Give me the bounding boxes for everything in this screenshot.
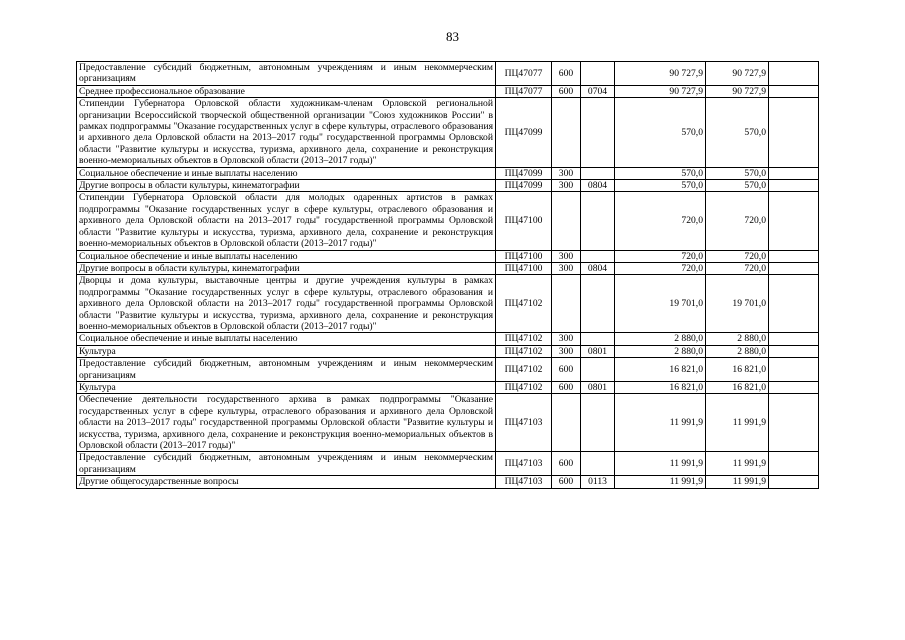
- row-expense-type: 300: [552, 262, 581, 274]
- row-empty-cell: [769, 345, 819, 357]
- row-amount-second: 16 821,0: [706, 381, 769, 393]
- row-amount-first: 570,0: [615, 167, 706, 179]
- row-section-code: [581, 452, 615, 476]
- table-row: [77, 167, 819, 179]
- row-expense-type: 300: [552, 180, 581, 192]
- page-number: 83: [446, 29, 459, 44]
- row-amount-second: 570,0: [706, 167, 769, 179]
- row-target-code: ПЦ47103: [496, 476, 552, 488]
- table-row: [77, 262, 819, 274]
- row-amount-second: 90 727,9: [706, 62, 769, 86]
- row-target-code: ПЦ47100: [496, 192, 552, 250]
- row-amount-first: 2 880,0: [615, 333, 706, 345]
- row-description: Стипендии Губернатора Орловской области для молодых одаренных артистов в рамках подпрограммы "Оказание государственных услуг в сфере культуры, отраслевого образования и архивного дела Орловской области на 2013–2017 годы" государственной программы Орловской области "Развитие культуры и искусства, туризма, архивного дела, сохранение и реконструкция военно-мемориальных объектов в Орловской области (2013–2017 годы)": [77, 192, 496, 250]
- row-section-code: [581, 250, 615, 262]
- row-section-code: [581, 358, 615, 382]
- row-amount-second: 2 880,0: [706, 333, 769, 345]
- row-target-code: ПЦ47103: [496, 394, 552, 452]
- row-section-code: 0804: [581, 262, 615, 274]
- row-empty-cell: [769, 250, 819, 262]
- row-expense-type: [552, 98, 581, 167]
- row-description: Социальное обеспечение и иные выплаты населению: [77, 333, 496, 345]
- row-expense-type: 600: [552, 452, 581, 476]
- row-expense-type: 300: [552, 167, 581, 179]
- row-description: Культура: [77, 345, 496, 357]
- row-amount-second: 11 991,9: [706, 394, 769, 452]
- row-expense-type: [552, 394, 581, 452]
- row-section-code: 0113: [581, 476, 615, 488]
- row-empty-cell: [769, 452, 819, 476]
- budget-table: [76, 61, 819, 489]
- row-empty-cell: [769, 275, 819, 333]
- table-row: [77, 98, 819, 167]
- row-target-code: ПЦ47099: [496, 180, 552, 192]
- row-expense-type: 600: [552, 85, 581, 97]
- row-amount-first: 2 880,0: [615, 345, 706, 357]
- table-row: [77, 250, 819, 262]
- row-amount-first: 90 727,9: [615, 62, 706, 86]
- row-amount-first: 90 727,9: [615, 85, 706, 97]
- row-description: Обеспечение деятельности государственного архива в рамках подпрограммы "Оказание государственных услуг в сфере культуры, отраслевого образования и архивного дела Орловской области на 2013–2017 годы" государственной программы Орловской области "Развитие культуры и искусства, туризма, архивного дела, сохранение и реконструкция военно-мемориальных объектов в Орловской области (2013–2017 годы)": [77, 394, 496, 452]
- row-empty-cell: [769, 98, 819, 167]
- row-amount-second: 2 880,0: [706, 345, 769, 357]
- row-description: Среднее профессиональное образование: [77, 85, 496, 97]
- table-row: [77, 85, 819, 97]
- row-section-code: 0801: [581, 381, 615, 393]
- row-expense-type: 300: [552, 333, 581, 345]
- table-row: [77, 345, 819, 357]
- row-description: Дворцы и дома культуры, выставочные центры и другие учреждения культуры в рамках подпрограммы "Оказание государственных услуг в сфере культуры, отраслевого образования и архивного дела Орловской области на 2013–2017 годы" государственной программы Орловской области "Развитие культуры и искусства, туризма, архивного дела, сохранение и реконструкция военно-мемориальных объектов в Орловской области (2013–2017 годы)": [77, 275, 496, 333]
- row-amount-second: 90 727,9: [706, 85, 769, 97]
- table-row: [77, 62, 819, 86]
- row-amount-first: 16 821,0: [615, 381, 706, 393]
- row-description: Другие общегосударственные вопросы: [77, 476, 496, 488]
- row-target-code: ПЦ47099: [496, 98, 552, 167]
- row-expense-type: 600: [552, 62, 581, 86]
- table-row: [77, 476, 819, 488]
- row-empty-cell: [769, 476, 819, 488]
- row-section-code: [581, 192, 615, 250]
- row-amount-first: 570,0: [615, 98, 706, 167]
- table-row: [77, 275, 819, 333]
- row-amount-second: 11 991,9: [706, 452, 769, 476]
- row-amount-second: 570,0: [706, 180, 769, 192]
- row-section-code: [581, 167, 615, 179]
- row-empty-cell: [769, 62, 819, 86]
- table-row: [77, 358, 819, 382]
- row-amount-first: 11 991,9: [615, 452, 706, 476]
- row-section-code: [581, 333, 615, 345]
- table-row: [77, 381, 819, 393]
- row-amount-first: 720,0: [615, 250, 706, 262]
- row-target-code: ПЦ47100: [496, 262, 552, 274]
- row-description: Социальное обеспечение и иные выплаты населению: [77, 250, 496, 262]
- row-target-code: ПЦ47099: [496, 167, 552, 179]
- row-amount-first: 11 991,9: [615, 476, 706, 488]
- table-row: [77, 333, 819, 345]
- table-row: [77, 452, 819, 476]
- row-amount-second: 16 821,0: [706, 358, 769, 382]
- row-empty-cell: [769, 333, 819, 345]
- row-section-code: [581, 275, 615, 333]
- row-section-code: [581, 98, 615, 167]
- row-expense-type: [552, 275, 581, 333]
- table-row: [77, 180, 819, 192]
- row-target-code: ПЦ47102: [496, 333, 552, 345]
- row-amount-second: 570,0: [706, 98, 769, 167]
- row-amount-second: 720,0: [706, 262, 769, 274]
- row-target-code: ПЦ47077: [496, 85, 552, 97]
- row-description: Культура: [77, 381, 496, 393]
- row-section-code: [581, 394, 615, 452]
- row-empty-cell: [769, 381, 819, 393]
- row-target-code: ПЦ47103: [496, 452, 552, 476]
- row-expense-type: 300: [552, 345, 581, 357]
- row-section-code: 0804: [581, 180, 615, 192]
- row-section-code: 0704: [581, 85, 615, 97]
- row-amount-first: 720,0: [615, 262, 706, 274]
- row-description: Стипендии Губернатора Орловской области художникам-членам Орловской региональной организации Всероссийской творческой общественной организации "Союз художников России" в рамках подпрограммы "Оказание государственных услуг в сфере культуры, отраслевого образования и архивного дела Орловской области на 2013–2017 годы" государственной программы Орловской области "Развитие культуры и искусства, туризма, архивного дела, сохранение и реконструкция военно-мемориальных объектов в Орловской области (2013–2017 годы)": [77, 98, 496, 167]
- table-row: [77, 394, 819, 452]
- row-amount-first: 16 821,0: [615, 358, 706, 382]
- row-section-code: [581, 62, 615, 86]
- row-amount-second: 720,0: [706, 250, 769, 262]
- row-amount-second: 19 701,0: [706, 275, 769, 333]
- row-amount-second: 720,0: [706, 192, 769, 250]
- row-empty-cell: [769, 358, 819, 382]
- row-empty-cell: [769, 85, 819, 97]
- row-target-code: ПЦ47102: [496, 275, 552, 333]
- row-expense-type: 600: [552, 358, 581, 382]
- row-empty-cell: [769, 394, 819, 452]
- row-section-code: 0801: [581, 345, 615, 357]
- row-description: Предоставление субсидий бюджетным, автономным учреждениям и иным некоммерческим организациям: [77, 452, 496, 476]
- table-row: [77, 192, 819, 250]
- row-target-code: ПЦ47102: [496, 358, 552, 382]
- row-empty-cell: [769, 262, 819, 274]
- row-empty-cell: [769, 180, 819, 192]
- row-target-code: ПЦ47102: [496, 381, 552, 393]
- row-amount-first: 570,0: [615, 180, 706, 192]
- row-expense-type: 300: [552, 250, 581, 262]
- row-empty-cell: [769, 167, 819, 179]
- row-description: Предоставление субсидий бюджетным, автономным учреждениям и иным некоммерческим организациям: [77, 358, 496, 382]
- row-description: Другие вопросы в области культуры, кинематографии: [77, 262, 496, 274]
- row-description: Другие вопросы в области культуры, кинематографии: [77, 180, 496, 192]
- row-description: Предоставление субсидий бюджетным, автономным учреждениям и иным некоммерческим организациям: [77, 62, 496, 86]
- row-target-code: ПЦ47100: [496, 250, 552, 262]
- row-description: Социальное обеспечение и иные выплаты населению: [77, 167, 496, 179]
- row-empty-cell: [769, 192, 819, 250]
- row-expense-type: 600: [552, 381, 581, 393]
- row-target-code: ПЦ47077: [496, 62, 552, 86]
- budget-table-body: [77, 62, 819, 489]
- row-target-code: ПЦ47102: [496, 345, 552, 357]
- row-amount-first: 19 701,0: [615, 275, 706, 333]
- row-amount-first: 720,0: [615, 192, 706, 250]
- row-amount-first: 11 991,9: [615, 394, 706, 452]
- row-expense-type: [552, 192, 581, 250]
- row-amount-second: 11 991,9: [706, 476, 769, 488]
- row-expense-type: 600: [552, 476, 581, 488]
